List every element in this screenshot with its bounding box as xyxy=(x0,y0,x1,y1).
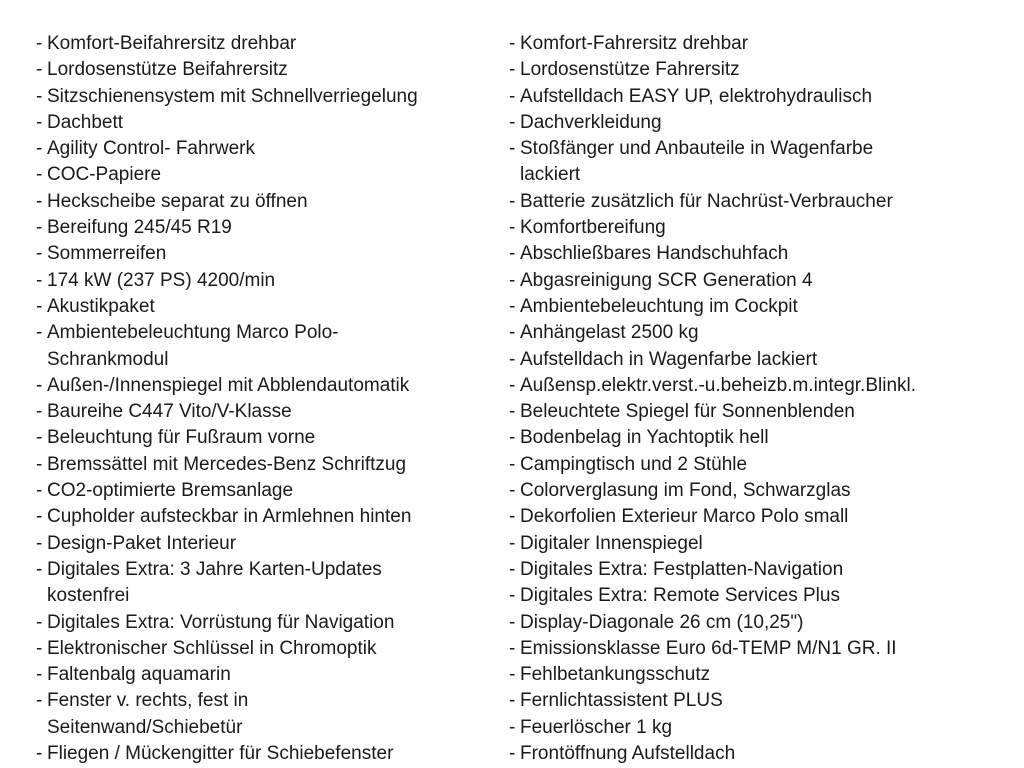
equipment-item: - Fliegen / Mückengitter für Schiebefenster xyxy=(36,741,496,767)
equipment-item: - Aufstelldach EASY UP, elektrohydraulisch xyxy=(509,84,1009,110)
equipment-item: - Ambientebeleuchtung Marco Polo- Schrankmodul xyxy=(36,320,496,373)
equipment-item: - Aufstelldach in Wagenfarbe lackiert xyxy=(509,347,1009,373)
equipment-item: - Colorverglasung im Fond, Schwarzglas xyxy=(509,478,1009,504)
equipment-item: - Frontöffnung Aufstelldach xyxy=(509,741,1009,767)
equipment-item: - Beleuchtung für Fußraum vorne xyxy=(36,425,496,451)
equipment-item: - Lordosenstütze Beifahrersitz xyxy=(36,57,496,83)
equipment-item: - Heckscheibe separat zu öffnen xyxy=(36,189,496,215)
equipment-item: - Digitales Extra: Vorrüstung für Navigation xyxy=(36,610,496,636)
equipment-list-right xyxy=(509,31,1009,767)
equipment-item: - Fehlbetankungsschutz xyxy=(509,662,1009,688)
equipment-item: - Bereifung 245/45 R19 xyxy=(36,215,496,241)
equipment-item: - Emissionsklasse Euro 6d-TEMP M/N1 GR. II xyxy=(509,636,1009,662)
equipment-item: - Außensp.elektr.verst.-u.beheizb.m.integr.Blinkl. xyxy=(509,373,1009,399)
equipment-item: - Anhängelast 2500 kg xyxy=(509,320,1009,346)
equipment-item: - Sommerreifen xyxy=(36,241,496,267)
equipment-item: - Komfortbereifung xyxy=(509,215,1009,241)
equipment-item: - Beleuchtete Spiegel für Sonnenblenden xyxy=(509,399,1009,425)
equipment-item: - Abschließbares Handschuhfach xyxy=(509,241,1009,267)
equipment-item: - Faltenbalg aquamarin xyxy=(36,662,496,688)
equipment-item: - Komfort-Fahrersitz drehbar xyxy=(509,31,1009,57)
equipment-item: - Digitales Extra: Festplatten-Navigation xyxy=(509,557,1009,583)
equipment-item: - Ambientebeleuchtung im Cockpit xyxy=(509,294,1009,320)
equipment-item: - Dekorfolien Exterieur Marco Polo small xyxy=(509,504,1009,530)
equipment-item: - Außen-/Innenspiegel mit Abblendautomatik xyxy=(36,373,496,399)
equipment-item: - Komfort-Beifahrersitz drehbar xyxy=(36,31,496,57)
equipment-item: - Fenster v. rechts, fest in Seitenwand/Schiebetür xyxy=(36,688,496,741)
equipment-item: - Digitaler Innenspiegel xyxy=(509,531,1009,557)
equipment-item: - Digitales Extra: 3 Jahre Karten-Updates kostenfrei xyxy=(36,557,496,610)
equipment-item: - Elektronischer Schlüssel in Chromoptik xyxy=(36,636,496,662)
equipment-item: - Akustikpaket xyxy=(36,294,496,320)
equipment-item: - Dachbett xyxy=(36,110,496,136)
equipment-item: - 174 kW (237 PS) 4200/min xyxy=(36,268,496,294)
equipment-item: - Bremssättel mit Mercedes-Benz Schriftzug xyxy=(36,452,496,478)
equipment-item: - Design-Paket Interieur xyxy=(36,531,496,557)
equipment-item: - Fernlichtassistent PLUS xyxy=(509,688,1009,714)
equipment-item: - Feuerlöscher 1 kg xyxy=(509,715,1009,741)
equipment-item: - Campingtisch und 2 Stühle xyxy=(509,452,1009,478)
equipment-item: - Digitales Extra: Remote Services Plus xyxy=(509,583,1009,609)
equipment-item: - Bodenbelag in Yachtoptik hell xyxy=(509,425,1009,451)
equipment-item: - Sitzschienensystem mit Schnellverriegelung xyxy=(36,84,496,110)
equipment-list-left xyxy=(36,31,496,767)
equipment-item: - Abgasreinigung SCR Generation 4 xyxy=(509,268,1009,294)
equipment-item: - Display-Diagonale 26 cm (10,25") xyxy=(509,610,1009,636)
equipment-item: - Batterie zusätzlich für Nachrüst-Verbraucher xyxy=(509,189,1009,215)
equipment-item: - Lordosenstütze Fahrersitz xyxy=(509,57,1009,83)
equipment-item: - Stoßfänger und Anbauteile in Wagenfarbe lackiert xyxy=(509,136,1009,189)
equipment-item: - Agility Control- Fahrwerk xyxy=(36,136,496,162)
equipment-item: - Baureihe C447 Vito/V-Klasse xyxy=(36,399,496,425)
equipment-item: - COC-Papiere xyxy=(36,162,496,188)
equipment-item: - Cupholder aufsteckbar in Armlehnen hinten xyxy=(36,504,496,530)
equipment-item: - Dachverkleidung xyxy=(509,110,1009,136)
equipment-item: - CO2-optimierte Bremsanlage xyxy=(36,478,496,504)
